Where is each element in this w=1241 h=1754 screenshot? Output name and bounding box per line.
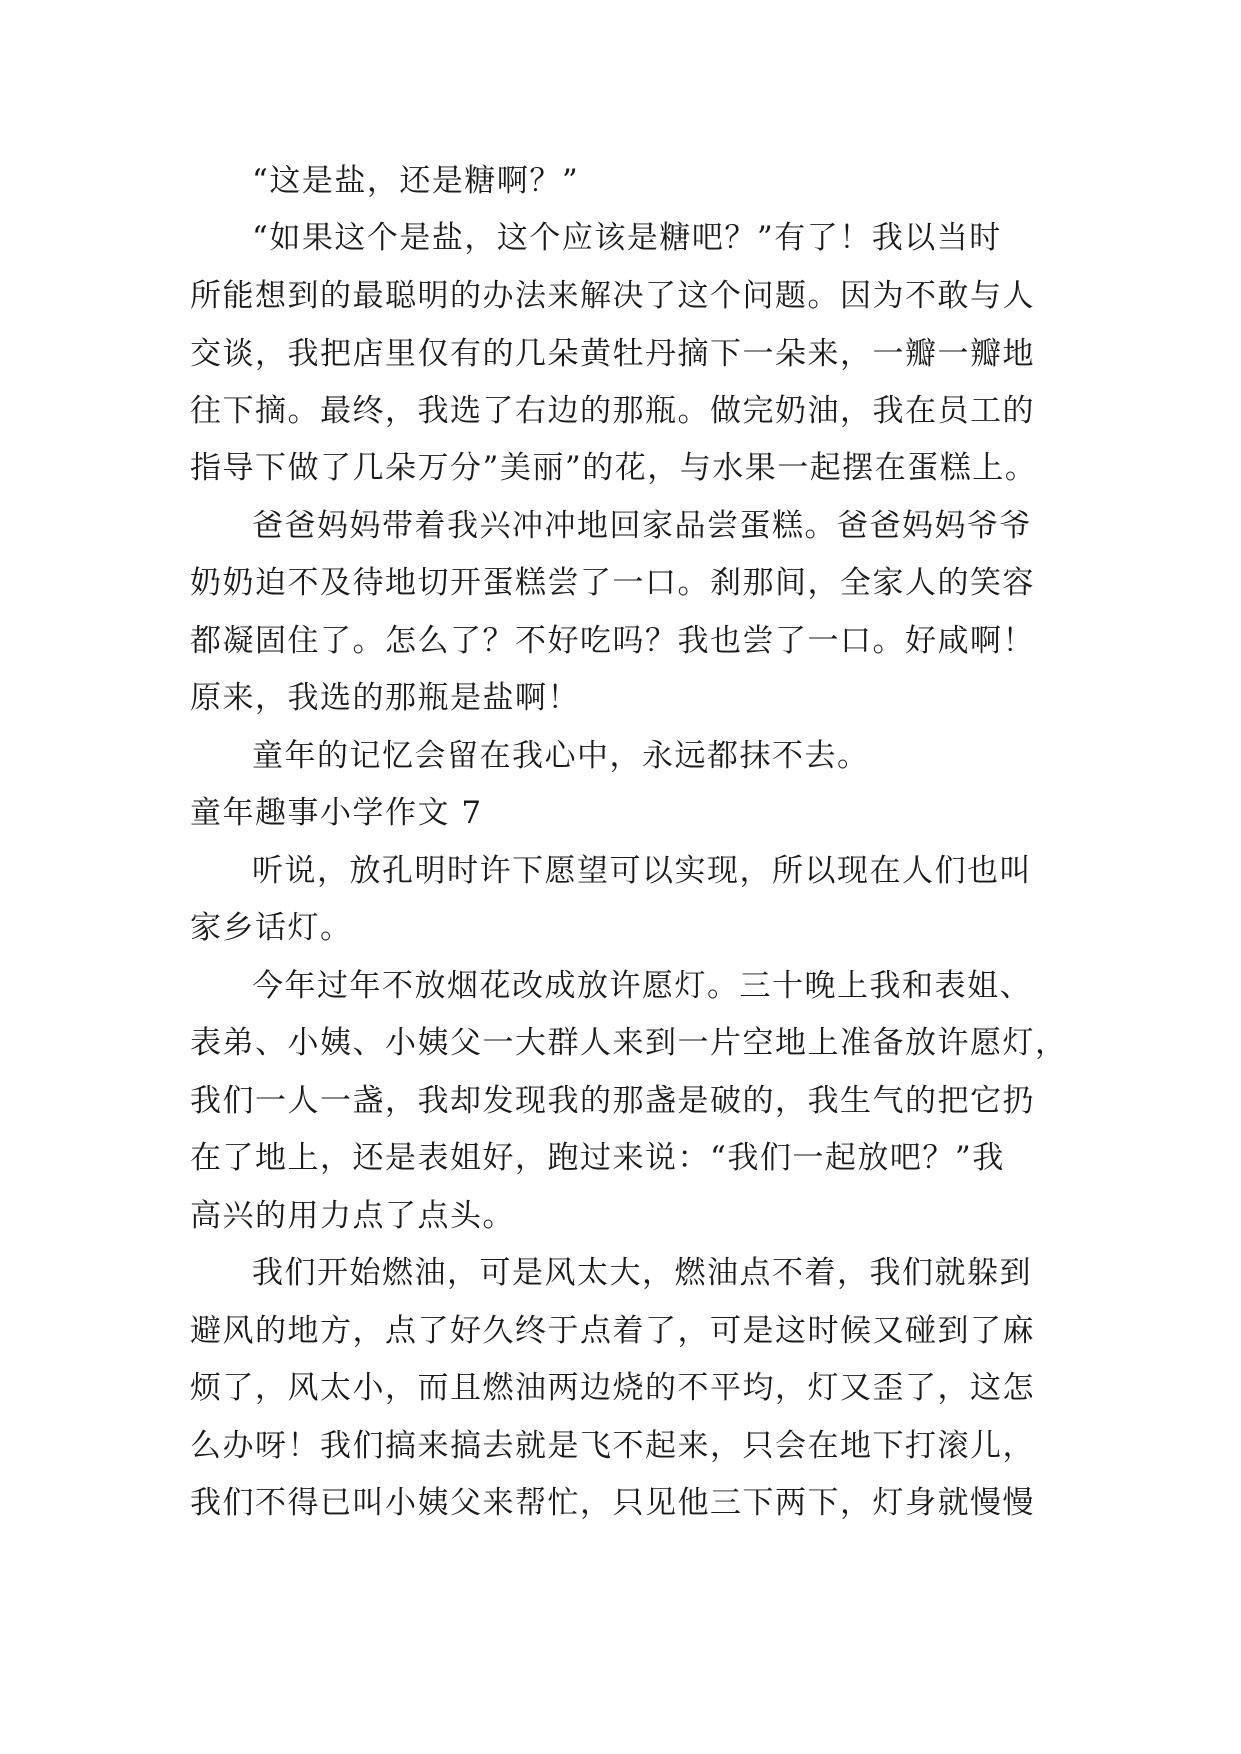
text-line: 家乡话灯。	[190, 910, 353, 946]
text-line: 交谈，我把店里仅有的几朵黄牡丹摘下一朵来，一瓣一瓣地	[190, 336, 1035, 372]
text-line: 所能想到的最聪明的办法来解决了这个问题。因为不敢与人	[190, 278, 1035, 314]
text-line: 烦了，风太小，而且燃油两边烧的不平均，灯又歪了，这怎	[190, 1370, 1035, 1406]
text-line: 么办呀！我们搞来搞去就是飞不起来，只会在地下打滚儿，	[190, 1428, 1035, 1464]
text-line: 表弟、小姨、小姨父一大群人来到一片空地上准备放许愿灯，	[190, 1025, 1068, 1061]
text-line: 我们不得已叫小姨父来帮忙，只见他三下两下，灯身就慢慢	[190, 1485, 1035, 1521]
text-line: 奶奶迫不及待地切开蛋糕尝了一口。刹那间，全家人的笑容	[190, 565, 1035, 601]
text-line: 我们开始燃油，可是风太大，燃油点不着，我们就躲到	[252, 1255, 1032, 1291]
text-line: 高兴的用力点了点头。	[190, 1198, 515, 1234]
text-line: “这是盐，还是糖啊？”	[252, 163, 580, 199]
text-line: 我们一人一盏，我却发现我的那盏是破的，我生气的把它扔	[190, 1083, 1035, 1119]
text-line: 听说，放孔明时许下愿望可以实现，所以现在人们也叫	[252, 853, 1032, 889]
text-line: 都凝固住了。怎么了？不好吃吗？我也尝了一口。好咸啊！	[190, 623, 1035, 659]
text-line: 今年过年不放烟花改成放许愿灯。三十晚上我和表姐、	[252, 968, 1032, 1004]
text-line: 童年的记忆会留在我心中，永远都抹不去。	[252, 738, 870, 774]
section-heading: 童年趣事小学作文 7	[190, 795, 483, 831]
text-line: 指导下做了几朵万分”美丽”的花，与水果一起摆在蛋糕上。	[190, 450, 1038, 486]
text-line: “如果这个是盐，这个应该是糖吧？”有了！我以当时	[252, 220, 1002, 256]
text-line: 原来，我选的那瓶是盐啊！	[190, 680, 580, 716]
text-line: 爸爸妈妈带着我兴冲冲地回家品尝蛋糕。爸爸妈妈爷爷	[252, 508, 1032, 544]
text-line: 避风的地方，点了好久终于点着了，可是这时候又碰到了麻	[190, 1313, 1035, 1349]
text-line: 在了地上，还是表姐好，跑过来说：“我们一起放吧？”我	[190, 1140, 1005, 1176]
text-line: 往下摘。最终，我选了右边的那瓶。做完奶油，我在员工的	[190, 393, 1035, 429]
